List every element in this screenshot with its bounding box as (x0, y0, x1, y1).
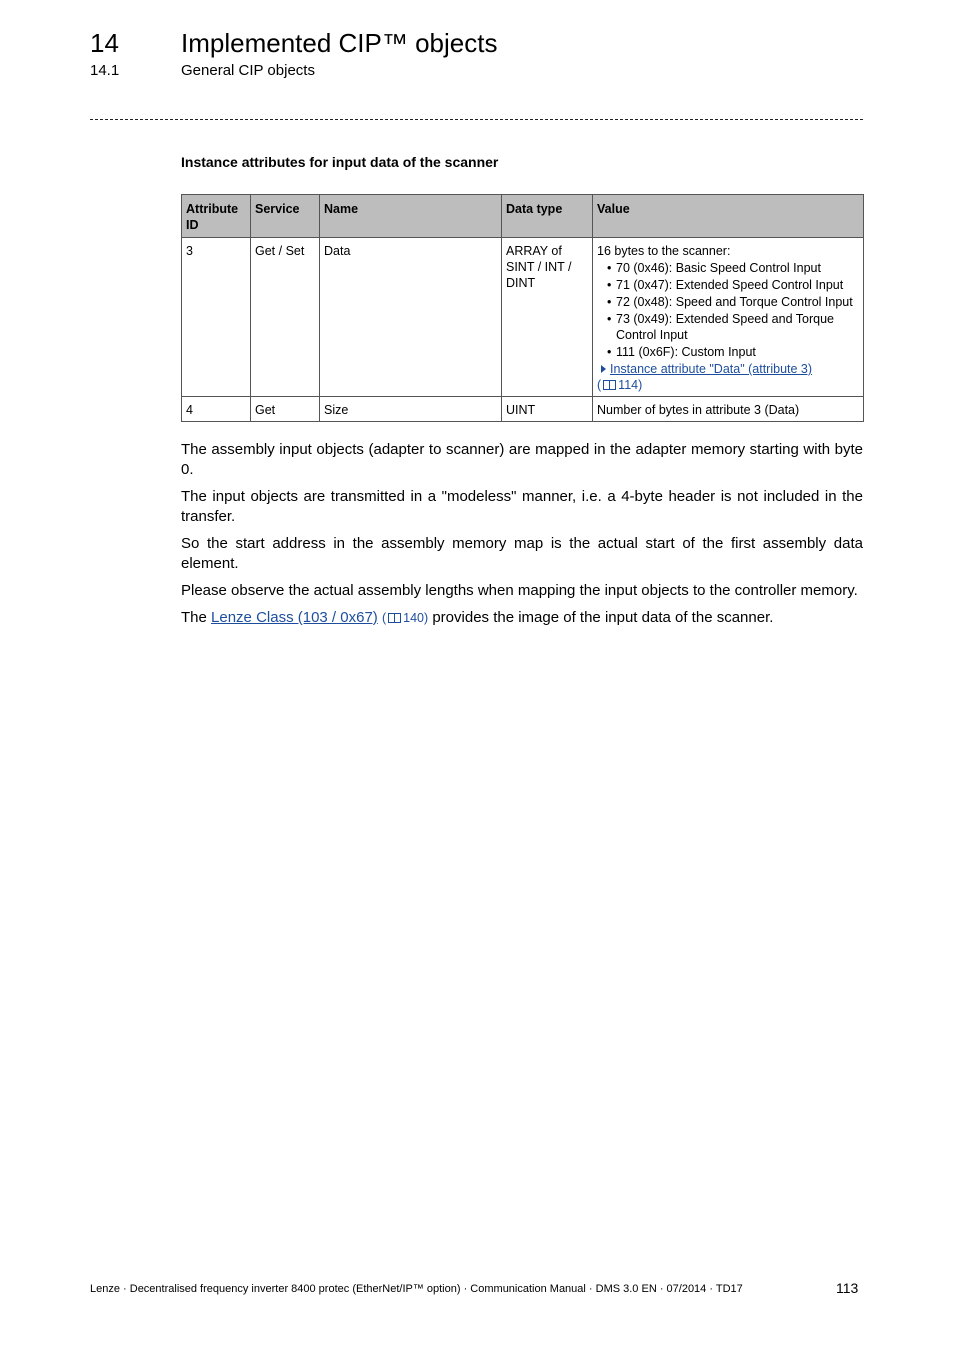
instance-attribute-data-link[interactable]: Instance attribute "Data" (attribute 3) (610, 362, 813, 376)
paragraph: Please observe the actual assembly lengths when mapping the input objects to the controller memory. (181, 582, 858, 599)
cell-name: Data (320, 238, 502, 397)
book-icon (388, 613, 401, 623)
list-item: • 72 (0x48): Speed and Torque Control Input (607, 294, 859, 310)
list-item: • 73 (0x49): Extended Speed and Torque Control Input (607, 311, 859, 343)
cell-service: Get / Set (251, 238, 320, 397)
footer-text: Lenze · Decentralised frequency inverter 8400 protec (EtherNet/IP™ option) · Communication Manual · DMS 3.0 EN · 07/2014 · TD17 (90, 1283, 743, 1295)
list-item: • 70 (0x46): Basic Speed Control Input (607, 260, 859, 276)
table-header-row (182, 195, 864, 238)
table-heading: Instance attributes for input data of the scanner (181, 154, 499, 170)
value-intro: 16 bytes to the scanner: (597, 244, 731, 258)
paragraph: The input objects are transmitted in a "modeless" manner, i.e. a 4-byte header is not included in the transfer. (181, 488, 863, 525)
chapter-title: Implemented CIP™ objects (181, 28, 498, 58)
body-text (181, 440, 863, 635)
section-number: 14.1 (90, 62, 120, 79)
cell-name: Size (320, 397, 502, 422)
list-item: • 111 (0x6F): Custom Input (607, 344, 859, 360)
page-reference-number: 140 (403, 611, 424, 625)
cell-attribute-id: 4 (182, 397, 251, 422)
paragraph: The assembly input objects (adapter to scanner) are mapped in the adapter memory starting with byte 0. (181, 441, 863, 478)
header-name: Name (320, 195, 502, 238)
page-reference[interactable]: ( 140) (381, 611, 429, 625)
table-row (182, 397, 864, 422)
cell-service: Get (251, 397, 320, 422)
paragraph-prefix: The (181, 609, 207, 626)
page-reference[interactable]: ( 114) (597, 378, 643, 392)
header-divider (90, 119, 863, 120)
table-row (182, 238, 864, 397)
page-reference-number: 114 (618, 378, 639, 392)
cell-value (593, 238, 864, 397)
paragraph-lenze-class (181, 608, 863, 628)
cell-data-type: ARRAY of SINT / INT / DINT (502, 238, 593, 397)
chapter-number: 14 (90, 28, 119, 58)
cell-attribute-id: 3 (182, 238, 251, 397)
header-attribute-id: Attribute ID (182, 195, 251, 238)
paragraph-suffix: provides the image of the input data of the scanner. (432, 609, 774, 626)
list-item: • 71 (0x47): Extended Speed Control Input (607, 277, 859, 293)
book-icon (603, 380, 616, 390)
paragraph: So the start address in the assembly memory map is the actual start of the first assembly data element. (181, 535, 863, 572)
section-title: General CIP objects (181, 62, 315, 79)
page-number: 113 (836, 1280, 859, 1296)
header-value: Value (593, 195, 864, 238)
cell-value: Number of bytes in attribute 3 (Data) (593, 397, 864, 422)
value-list (597, 260, 859, 360)
header-service: Service (251, 195, 320, 238)
cell-data-type: UINT (502, 397, 593, 422)
lenze-class-link[interactable]: Lenze Class (103 / 0x67) (211, 609, 378, 626)
header-data-type: Data type (502, 195, 593, 238)
instance-attributes-table (181, 194, 864, 422)
cross-reference (597, 361, 859, 393)
arrow-right-icon (601, 365, 606, 373)
